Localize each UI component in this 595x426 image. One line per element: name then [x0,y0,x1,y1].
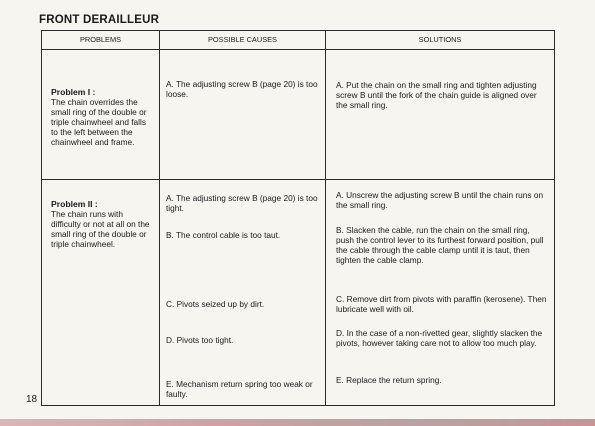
solutions-cell [326,180,555,406]
page-title: FRONT DERAILLEUR [39,14,160,26]
table-header-row [42,31,555,50]
problem-cell [42,50,160,180]
solution-item: A. Put the chain on the small ring and tighten adjusting screw B until the fork of the chain guide is aligned over the small ring. [336,80,537,110]
cause-item: A. The adjusting screw B (page 20) is too tight. [166,193,318,213]
cause-item: E. Mechanism return spring too weak or faulty. [166,379,313,399]
cause-item: D. Pivots too tight. [166,335,234,345]
troubleshooting-table [41,30,555,406]
page-number: 18 [26,394,38,405]
problem-heading: Problem II : [51,199,98,209]
solution-item: A. Unscrew the adjusting screw B until the chain runs on the small ring. [336,190,544,210]
causes-cell [160,180,326,406]
cause-item: A. The adjusting screw B (page 20) is too loose. [166,79,318,99]
solutions-cell [326,50,555,180]
cause-item: C. Pivots seized up by dirt. [166,299,265,309]
causes-cell [160,50,326,180]
problem-text: The chain runs with difficulty or not at all on the small ring of the double or triple chainwheel. [51,209,150,249]
solution-item: E. Replace the return spring. [336,375,442,385]
solution-item: C. Remove dirt from pivots with paraffin (kerosene). Then lubricate well with oil. [336,294,547,314]
table-row [42,50,555,180]
header-solutions: SOLUTIONS [326,31,555,50]
header-possible-causes: POSSIBLE CAUSES [160,31,326,50]
problem-heading: Problem I : [51,87,96,97]
table-row [42,180,555,406]
cause-item: B. The control cable is too taut. [166,230,281,240]
scan-edge-strip [0,419,595,426]
solution-item: D. In the case of a non-rivetted gear, slightly slacken the pivots, however taking care not to allow too much play. [336,328,543,348]
problem-cell [42,180,160,406]
solution-item: B. Slacken the cable, run the chain on the small ring, push the control lever to its furthest forward position, pull the cable through the cable clamp until it is taut, then tighten the cable clamp. [336,225,544,265]
header-problems: PROBLEMS [42,31,160,50]
problem-text: The chain overrides the small ring of the double or triple chainwheel and falls to the left between the chainwheel and frame. [51,97,147,147]
